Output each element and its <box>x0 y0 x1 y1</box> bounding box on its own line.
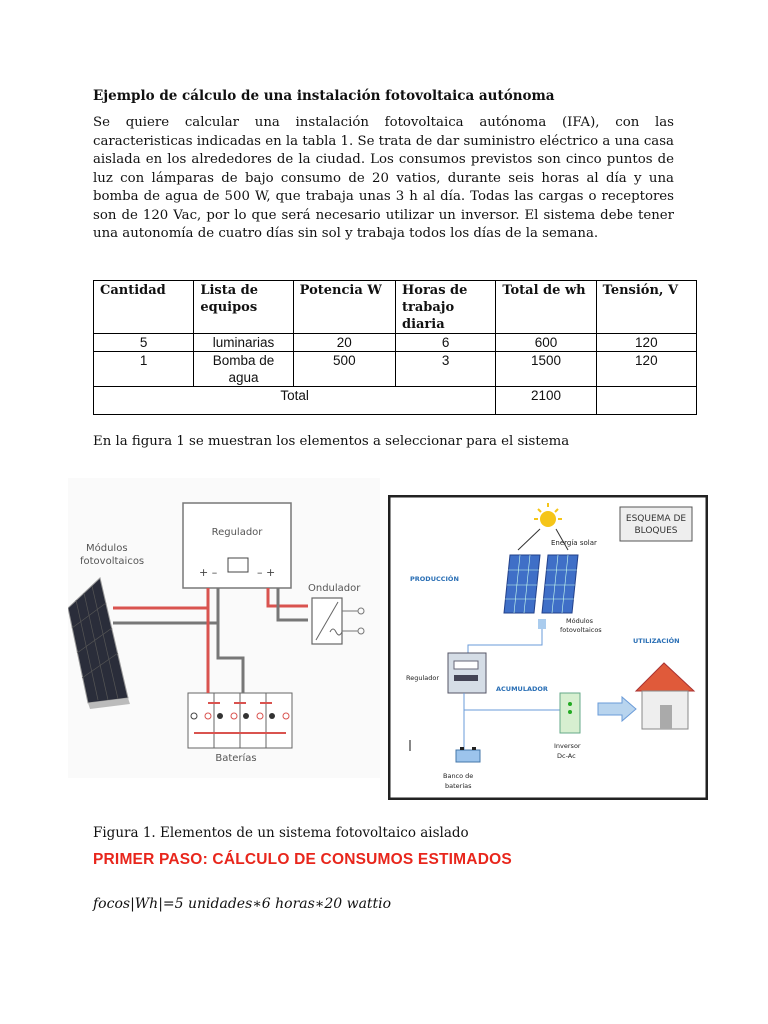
table-cell: 20 <box>293 334 395 352</box>
total-value: 2100 <box>496 387 596 415</box>
regulator-icon <box>448 653 486 693</box>
battery-label-1: Banco de <box>443 772 474 780</box>
table-cell: 120 <box>596 352 696 387</box>
block-diagram <box>388 495 708 800</box>
inverter-icon <box>560 693 580 733</box>
scheme-label-1: ESQUEMA DE <box>625 514 687 524</box>
table-cell: Bomba de agua <box>194 352 293 387</box>
table-cell-empty <box>596 387 696 415</box>
table-cell: 600 <box>496 334 596 352</box>
regulator-label: Regulador <box>211 527 263 538</box>
table-cell: 3 <box>395 352 495 387</box>
document-title: Ejemplo de cálculo de una instalación fotovoltaica autónoma <box>93 88 555 104</box>
terminal-right-label: – + <box>257 566 276 579</box>
figure-intro: En la figura 1 se muestran los elementos a seleccionar para el sistema <box>93 434 570 449</box>
modules-label-2: fotovoltaicos <box>560 626 602 634</box>
total-label: Total <box>94 387 496 415</box>
modules-label-1: Módulos <box>566 617 593 625</box>
inverter-label-2: Dc-Ac <box>557 752 576 760</box>
formula-lhs: focos <box>93 896 131 912</box>
accumulator-label: ACUMULADOR <box>496 685 548 693</box>
battery-label-2: baterías <box>445 782 472 790</box>
table-cell: 5 <box>94 334 194 352</box>
solar-energy-label: Energía solar <box>551 539 597 547</box>
header-cell: Potencia W <box>293 281 395 334</box>
header-cell: Cantidad <box>94 281 194 334</box>
modules-label-2: fotovoltaicos <box>80 556 145 567</box>
intro-paragraph: Se quiere calcular una instalación fotovoltaica autónoma (IFA), con las caracteristicas indicadas en la tabla 1. Se trata de dar suministro eléctrico a una casa aislada en los alrededores de la ciudad. Los consumos previstos son cinco puntos de luz con lámparas de bajo consumo de 20 vatios, durante seis horas al día y una bomba de agua de 500 W, que trabaja unas 3 h al día. Todas las cargas o receptores son de 120 Vac, por lo que será necesario utilizar un inversor. El sistema debe tener una autonomía de cuatro días sin sol y trabaja todos los días de la semana. <box>93 115 674 241</box>
table-cell: 1500 <box>496 352 596 387</box>
production-label: PRODUCCIÓN <box>410 575 459 583</box>
figure-caption: Figura 1. Elementos de un sistema fotovoltaico aislado <box>93 825 469 841</box>
inverter-label-1: Inversor <box>554 742 581 750</box>
table-row <box>94 334 697 352</box>
scheme-label-2: BLOQUES <box>634 526 678 536</box>
equipment-table <box>93 280 697 415</box>
formula: focos|Wh|=5 unidades∗6 horas∗20 wattio <box>93 896 392 912</box>
formula-rhs: 5 unidades∗6 horas∗20 wattio <box>174 896 392 912</box>
header-cell: Total de wh <box>496 281 596 334</box>
header-cell: Lista de equipos <box>194 281 293 334</box>
step-heading: PRIMER PASO: CÁLCULO DE CONSUMOS ESTIMADOS <box>93 851 512 868</box>
batteries-label: Baterías <box>215 753 257 764</box>
table-header-row <box>94 281 697 334</box>
utilization-label: UTILIZACIÓN <box>633 637 680 645</box>
terminal-left-label: + – <box>199 566 218 579</box>
wiring-diagram <box>68 478 380 778</box>
inverter-label: Ondulador <box>308 583 361 594</box>
header-cell: Tensión, V <box>596 281 696 334</box>
table-cell: 500 <box>293 352 395 387</box>
modules-label-1: Módulos <box>86 543 128 554</box>
table-cell: luminarias <box>194 334 293 352</box>
regulator-label: Regulador <box>406 674 440 682</box>
header-cell: Horas de trabajo diaria <box>395 281 495 334</box>
table-cell: 120 <box>596 334 696 352</box>
table-total-row <box>94 387 697 415</box>
table-cell: 6 <box>395 334 495 352</box>
table-cell: 1 <box>94 352 194 387</box>
formula-unit: Wh <box>134 896 159 912</box>
table-row <box>94 352 697 387</box>
battery-bank-icon <box>188 693 292 748</box>
